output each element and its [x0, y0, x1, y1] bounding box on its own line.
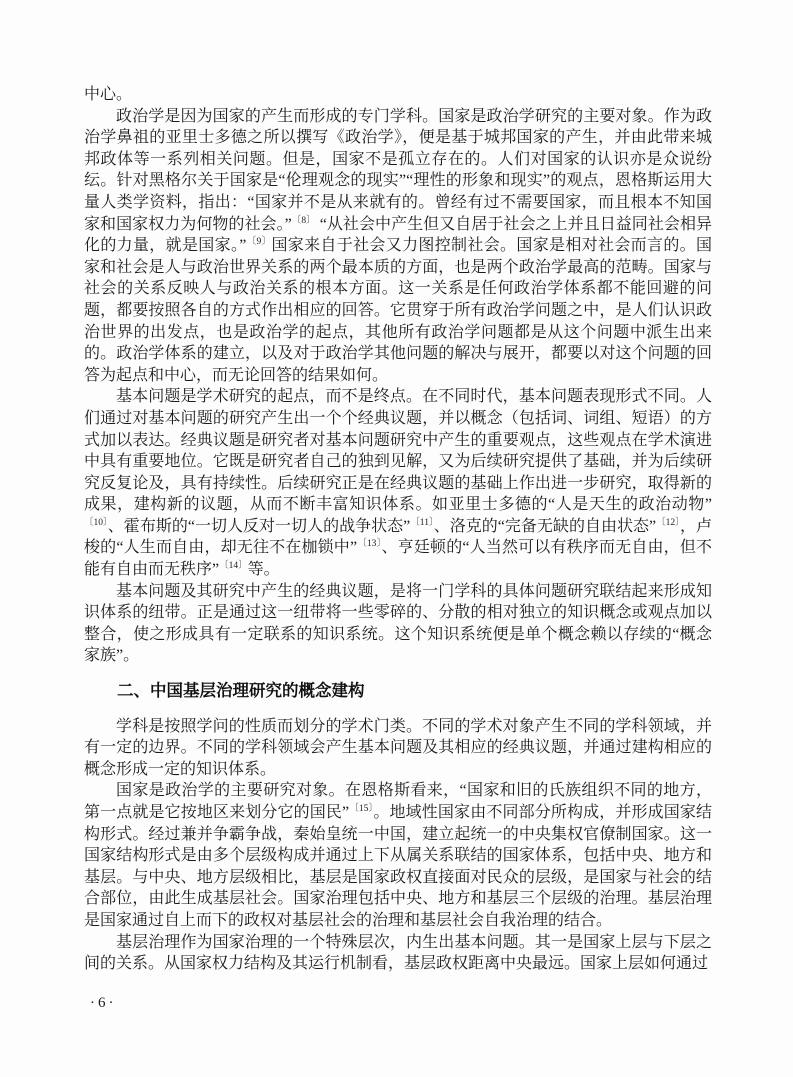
- paragraph: 政治学是因为国家的产生而形成的专门学科。国家是政治学研究的主要对象。作为政治学鼻祖的亚里士多德之所以撰写《政治学》，便是基于城邦国家的产生，并由此带来城邦政体等一系列相关问题。但是，国家不是孤立存在的。人们对国家的认识亦是众说纷纭。针对黑格尔关于国家是“伦理观念的现实”“理性的形象和现实”的观点，恩格斯运用大量人类学资料，指出：“国家并不是从来就有的。曾经有过不需要国家，而且根本不知国家和国家权力为何物的社会。”$^{〔8〕}$ “从社会中产生但又自居于社会之上并且日益同社会相异化的力量，就是国家。”$^{〔9〕}$国家来自于社会又力图控制社会。国家是相对社会而言的。国家和社会是人与政治世界关系的两个最本质的方面，也是两个政治学最高的范畴。国家与社会的关系反映人与政治关系的根本方面。这一关系是任何政治学体系都不能回避的问题，都要按照各自的方式作出相应的回答。它贯穿于所有政治学问题之中，是人们认识政治世界的出发点，也是政治学的起点，其他所有政治学问题都是从这个问题中派生出来的。政治学体系的建立，以及对于政治学其他问题的解决与展开，都要以对这个问题的回答为起点和中心，而无论回答的结果如何。: [84, 107, 712, 384]
- paragraph: 基本问题及其研究中产生的经典议题，是将一门学科的具体问题研究联结起来形成知识体系的纽带。正是通过这一纽带将一些零碎的、分散的相对独立的知识概念或观点加以整合，使之形成具有一定联系的知识系统。这个知识系统便是单个概念赖以存续的“概念家族”。: [84, 582, 712, 665]
- footnote-ref: 〔13〕: [357, 539, 382, 550]
- paragraph-continuation: 中心。: [84, 86, 133, 103]
- section-heading: 二、中国基层治理研究的概念建构: [117, 682, 365, 701]
- footnote-ref: 〔11〕: [410, 517, 434, 528]
- footnote-ref: 〔8〕: [291, 215, 316, 226]
- document-body: [84, 84, 712, 975]
- paragraph: 基层治理作为国家治理的一个特殊层次，内生出基本问题。其一是国家上层与下层之间的关系。从国家权力结构及其运行机制看，基层政权距离中央最远。国家上层如何通过: [84, 933, 712, 973]
- footnote-ref: 〔9〕: [246, 237, 272, 248]
- paragraph: 学科是按照学问的性质而划分的学术门类。不同的学术对象产生不同的学科领域，并有一定的边界。不同的学科领域会产生基本问题及其相应的经典议题，并通过建构相应的概念形成一定的知识体系。: [84, 717, 712, 778]
- footnote-ref: 〔14〕: [219, 561, 248, 572]
- footnote-ref: 〔12〕: [656, 517, 680, 528]
- page-number: ·6·: [90, 995, 117, 1011]
- paragraph: 基本问题是学术研究的起点，而不是终点。在不同时代，基本问题表现形式不同。人们通过对基本问题的研究产生出一个个经典议题，并以概念（包括词、词组、短语）的方式加以表达。经典议题是研究者对基本问题研究中产生的重要观点，这些观点在学术演进中具有重要地位。它既是研究者自己的独到见解，又为后续研究提供了基础，并为后续研究反复论及，具有持续性。后续研究正是在经典议题的基础上作出进一步研究，取得新的成果，建构新的议题，从而不断丰富知识体系。如亚里士多德的“人是天生的政治动物”$^{〔10〕}$、霍布斯的“一切人反对一切人的战争状态”$^{〔11〕}$、洛克的“完备无缺的自由状态”$^{〔12〕}$，卢梭的“人生而自由，却无往不在枷锁中”$^{〔13〕}$、亨廷顿的“人当然可以有秩序而无自由，但不能有自由而无秩序”$^{〔14〕}$等。: [84, 388, 712, 579]
- footnote-ref: 〔10〕: [84, 517, 108, 528]
- footnote-ref: 〔15〕: [349, 804, 374, 814]
- paragraph: 国家是政治学的主要研究对象。在恩格斯看来，“国家和旧的氏族组织不同的地方，第一点就是它按地区来划分它的国民”$^{〔15〕}$。地域性国家由不同部分所构成，并形成国家结构形式。经过兼并争霸争战，秦始皇统一中国，建立起统一的中央集权官僚制国家。这一国家结构形式是由多个层级构成并通过上下从属关系联结的国家体系，包括中央、地方和基层。与中央、地方层级相比，基层是国家政权直接面对民众的层级，是国家与社会的结合部位，由此生成基层社会。国家治理包括中央、地方和基层三个层级的治理。基层治理是国家通过自上而下的政权对基层社会的治理和基层社会自我治理的结合。: [84, 782, 712, 929]
